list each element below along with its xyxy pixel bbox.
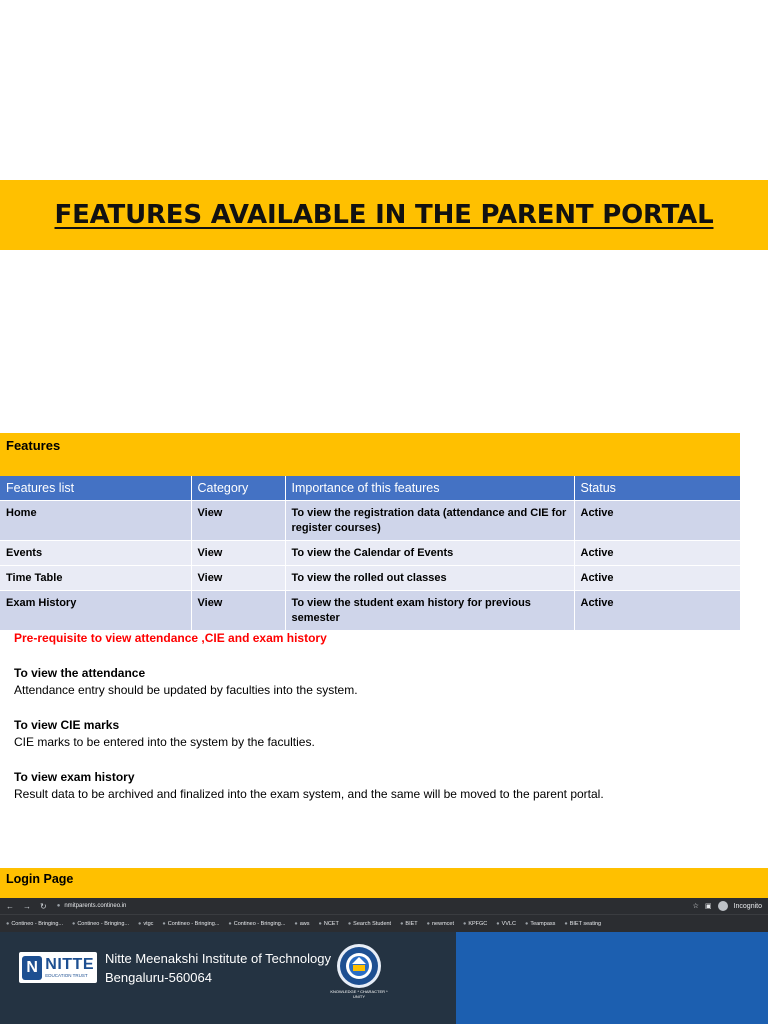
address-bar[interactable]: nmitparents.contineo.in <box>64 903 127 909</box>
incognito-icon <box>718 901 728 911</box>
table-row <box>0 590 740 630</box>
bookmark-item[interactable]: ● NCET <box>319 921 339 927</box>
nitte-logo-icon: N <box>22 956 42 980</box>
column-header-status: Status <box>574 476 740 500</box>
column-header-category: Category <box>191 476 285 500</box>
features-header: Features <box>0 433 740 476</box>
institute-name: Nitte Meenakshi Institute of Technology <box>105 951 331 966</box>
bookmark-item[interactable]: ● Contineo - Bringing... <box>72 921 129 927</box>
cell-category: View <box>191 500 285 540</box>
column-header-features-list: Features list <box>0 476 191 500</box>
bookmarks-bar <box>0 914 768 932</box>
cell-feature: Exam History <box>0 590 191 630</box>
cell-category: View <box>191 590 285 630</box>
section-text: CIE marks to be entered into the system by the faculties. <box>14 735 315 749</box>
page-title: FEATURES AVAILABLE IN THE PARENT PORTAL <box>54 200 714 230</box>
section-heading: To view the attendance <box>14 666 146 680</box>
portal-blue-panel <box>456 932 768 1024</box>
cell-status: Active <box>574 590 740 630</box>
cell-status: Active <box>574 540 740 565</box>
cell-feature: Home <box>0 500 191 540</box>
logo-text: NITTE <box>45 955 94 973</box>
star-icon[interactable]: ☆ <box>692 903 699 910</box>
table-row <box>0 565 740 590</box>
institute-seal-icon <box>336 943 382 989</box>
cell-category: View <box>191 565 285 590</box>
lock-icon: ● <box>56 903 61 909</box>
table-row <box>0 540 740 565</box>
bookmark-item[interactable]: ● aws <box>294 921 309 927</box>
cell-status: Active <box>574 500 740 540</box>
cie-section <box>14 717 315 751</box>
section-text: Result data to be archived and finalized into the exam system, and the same will be moved to the parent portal. <box>14 787 604 801</box>
cell-category: View <box>191 540 285 565</box>
forward-icon[interactable]: → <box>23 901 31 911</box>
prerequisite-text: Pre-requisite to view attendance ,CIE and exam history <box>14 631 327 645</box>
bookmark-item[interactable]: ● Contineo - Bringing... <box>162 921 219 927</box>
table-header-row <box>0 476 740 500</box>
section-text: Attendance entry should be updated by faculties into the system. <box>14 683 358 697</box>
back-icon[interactable]: ← <box>6 901 14 911</box>
logo-subtext: EDUCATION TRUST <box>45 972 88 978</box>
section-heading: To view CIE marks <box>14 718 120 732</box>
cell-status: Active <box>574 565 740 590</box>
bookmark-item[interactable]: ● newmcet <box>427 921 454 927</box>
reload-icon[interactable]: ↻ <box>40 901 47 911</box>
cell-importance: To view the registration data (attendance and CIE for register courses) <box>285 500 574 540</box>
bookmark-item[interactable]: ● vtgc <box>138 921 153 927</box>
tab-icon[interactable]: ▣ <box>704 903 712 910</box>
browser-toolbar <box>0 898 768 914</box>
title-banner <box>0 180 768 250</box>
incognito-label: Incognito <box>733 902 762 910</box>
cell-importance: To view the Calendar of Events <box>285 540 574 565</box>
cell-feature: Events <box>0 540 191 565</box>
institute-city: Bengaluru-560064 <box>105 970 212 985</box>
bookmark-item[interactable]: ● KPFGC <box>463 921 487 927</box>
institute-name-block <box>105 949 331 987</box>
column-header-importance: Importance of this features <box>285 476 574 500</box>
features-table <box>0 476 741 630</box>
bookmark-item[interactable]: ● BIET <box>400 921 418 927</box>
cell-importance: To view the rolled out classes <box>285 565 574 590</box>
bookmark-item[interactable]: ● VVLC <box>496 921 516 927</box>
cell-importance: To view the student exam history for previous semester <box>285 590 574 630</box>
table-row <box>0 500 740 540</box>
section-heading: To view exam history <box>14 770 135 784</box>
login-page-label: Login Page <box>0 868 768 898</box>
bookmark-item[interactable]: ● BIET seating <box>564 921 601 927</box>
bookmark-item[interactable]: ● Contineo - Bringing... <box>6 921 63 927</box>
bookmark-item[interactable]: ● Teampass <box>525 921 555 927</box>
nitte-logo <box>19 952 97 983</box>
bookmark-item[interactable]: ● Contineo - Bringing... <box>228 921 285 927</box>
seal-motto: KNOWLEDGE * CHARACTER * UNITY <box>330 989 388 999</box>
cell-feature: Time Table <box>0 565 191 590</box>
bookmark-item[interactable]: ● Search Student <box>348 921 391 927</box>
attendance-section <box>14 665 358 699</box>
exam-history-section <box>14 769 604 803</box>
